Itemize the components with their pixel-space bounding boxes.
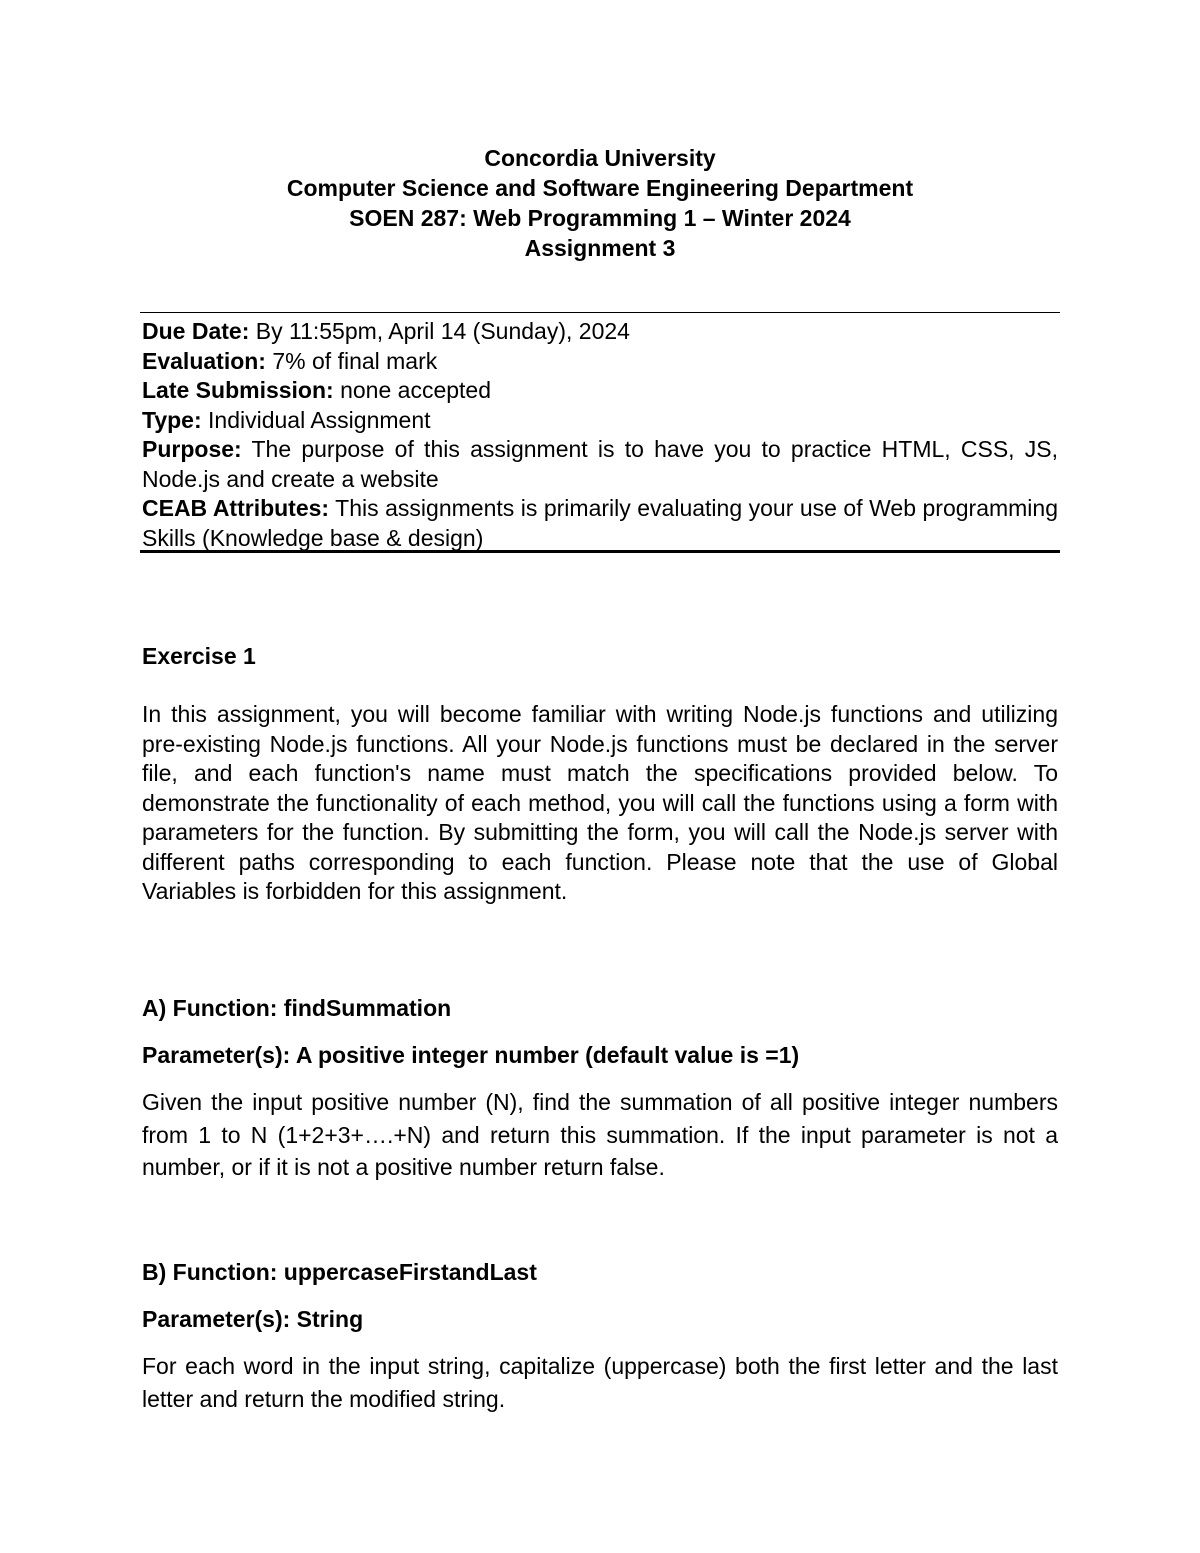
exercise-1-intro: In this assignment, you will become familiar with writing Node.js functions and utilizing pre-existing Node.js functions. All your Node.js functions must be declared in the server file, and each function's name must match the specifications provided below. To demonstrate the functionality of each method, you will call the functions using a form with parameters for the function. By submitting the form, you will call the Node.js server with different paths corresponding to each function. Please note that the use of Global Variables is forbidden for this assignment. (142, 701, 1058, 904)
function-a-description: Given the input positive number (N), find the summation of all positive integer numbers from 1 to N (1+2+3+….+N) and return this summation. If the input parameter is not a number, or if it is not a positive number return false. (142, 1089, 1058, 1180)
assignment-title: Assignment 3 (524, 235, 676, 261)
ceab-label: CEAB Attributes: (142, 495, 330, 521)
evaluation-label: Evaluation: (142, 347, 266, 374)
type-line (142, 406, 1058, 436)
ceab-value: This assignments is primarily evaluating your use of Web programming Skills (Knowledge base & design) (142, 495, 1058, 551)
document-header (140, 143, 1060, 263)
purpose-label: Purpose: (142, 436, 242, 462)
type-label: Type: (142, 406, 202, 433)
function-b-description: For each word in the input string, capitalize (uppercase) both the first letter and the last letter and return the modified string. (142, 1353, 1058, 1412)
exercise-1-heading: Exercise 1 (142, 643, 256, 669)
function-a-parameters: Parameter(s): A positive integer number (default value is =1) (142, 1042, 800, 1068)
info-top-divider (140, 312, 1060, 313)
department-name: Computer Science and Software Engineering Department (286, 175, 914, 201)
ceab-line (142, 494, 1058, 553)
course-title: SOEN 287: Web Programming 1 – Winter 2024 (349, 205, 851, 231)
due-date-label: Due Date: (142, 318, 250, 344)
evaluation-value: 7% of final mark (265, 347, 438, 374)
function-b-parameters: Parameter(s): String (142, 1306, 364, 1332)
function-a-heading: A) Function: findSummation (142, 995, 452, 1021)
late-submission-value: none accepted (333, 377, 491, 403)
assignment-info-block (142, 317, 1058, 553)
due-date-line (142, 317, 1058, 347)
late-submission-line (142, 376, 1058, 406)
purpose-value: The purpose of this assignment is to have you to practice HTML, CSS, JS, Node.js and create a website (142, 436, 1058, 492)
function-b-heading: B) Function: uppercaseFirstandLast (142, 1259, 537, 1285)
university-name: Concordia University (484, 145, 716, 171)
info-bottom-divider (140, 550, 1060, 553)
evaluation-line (142, 347, 1058, 377)
due-date-value: By 11:55pm, April 14 (Sunday), 2024 (249, 318, 630, 344)
purpose-line (142, 435, 1058, 494)
late-submission-label: Late Submission: (142, 377, 334, 403)
type-value: Individual Assignment (201, 406, 431, 433)
